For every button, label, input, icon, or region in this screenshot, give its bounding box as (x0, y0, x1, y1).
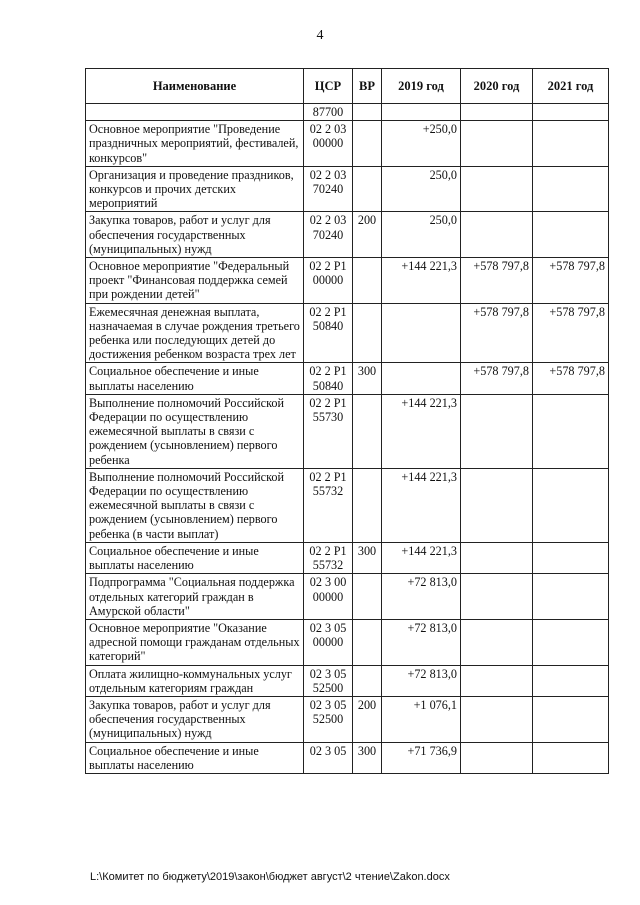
cell-csr: 02 3 05 52500 (304, 665, 353, 696)
cell-name: Социальное обеспечение и иные выплаты населению (86, 363, 304, 394)
table-row (86, 574, 609, 620)
header-csr: ЦСР (304, 69, 353, 104)
table-body (86, 104, 609, 774)
cell-2021: +578 797,8 (533, 258, 609, 304)
cell-vr (353, 468, 382, 542)
cell-2021 (533, 468, 609, 542)
cell-2021 (533, 574, 609, 620)
table-row (86, 303, 609, 363)
cell-name: Выполнение полномочий Российской Федерации по осуществлению ежемесячной выплаты в связи с рождением (усыновлением) первого ребенка (86, 394, 304, 468)
cell-name: Закупка товаров, работ и услуг для обеспечения государственных (муниципальных) нужд (86, 212, 304, 258)
cell-vr (353, 394, 382, 468)
table-row (86, 394, 609, 468)
cell-2021 (533, 696, 609, 742)
cell-2020 (461, 394, 533, 468)
cell-name: Организация и проведение праздников, конкурсов и прочих детских мероприятий (86, 166, 304, 212)
cell-name: Основное мероприятие "Федеральный проект "Финансовая поддержка семей при рождении детей" (86, 258, 304, 304)
cell-csr: 02 2 03 70240 (304, 166, 353, 212)
cell-vr (353, 303, 382, 363)
cell-2021 (533, 665, 609, 696)
table-row (86, 258, 609, 304)
cell-vr: 300 (353, 542, 382, 573)
cell-2019: +250,0 (382, 121, 461, 167)
cell-2019 (382, 303, 461, 363)
cell-vr: 200 (353, 696, 382, 742)
header-2021: 2021 год (533, 69, 609, 104)
cell-2019: +1 076,1 (382, 696, 461, 742)
cell-2019: +72 813,0 (382, 619, 461, 665)
cell-csr: 02 2 03 00000 (304, 121, 353, 167)
cell-csr: 87700 (304, 104, 353, 121)
cell-name: Выполнение полномочий Российской Федерации по осуществлению ежемесячной выплаты в связи с рождением (усыновлением) первого ребенка (в части выплат) (86, 468, 304, 542)
cell-vr (353, 665, 382, 696)
cell-2019: 250,0 (382, 166, 461, 212)
cell-name: Закупка товаров, работ и услуг для обеспечения государственных (муниципальных) нужд (86, 696, 304, 742)
cell-csr: 02 2 P1 55732 (304, 542, 353, 573)
cell-2021 (533, 619, 609, 665)
cell-2020 (461, 696, 533, 742)
table-row (86, 696, 609, 742)
cell-2019: +144 221,3 (382, 542, 461, 573)
cell-2020: +578 797,8 (461, 258, 533, 304)
cell-2020 (461, 104, 533, 121)
table-row (86, 104, 609, 121)
cell-2021 (533, 542, 609, 573)
cell-2019: +144 221,3 (382, 258, 461, 304)
header-2020: 2020 год (461, 69, 533, 104)
cell-2019: +72 813,0 (382, 574, 461, 620)
cell-2020: +578 797,8 (461, 363, 533, 394)
cell-2021 (533, 742, 609, 773)
cell-name: Подпрограмма "Социальная поддержка отдельных категорий граждан в Амурской области" (86, 574, 304, 620)
table-row (86, 619, 609, 665)
cell-2021: +578 797,8 (533, 303, 609, 363)
cell-2020 (461, 742, 533, 773)
cell-2019: +71 736,9 (382, 742, 461, 773)
cell-2020 (461, 574, 533, 620)
table-row (86, 542, 609, 573)
table-row (86, 468, 609, 542)
cell-name: Ежемесячная денежная выплата, назначаемая в случае рождения третьего ребенка или последующих детей до достижения ребенком возраста трех лет (86, 303, 304, 363)
cell-2021 (533, 104, 609, 121)
cell-vr (353, 258, 382, 304)
cell-2019 (382, 363, 461, 394)
cell-name: Оплата жилищно-коммунальных услуг отдельным категориям граждан (86, 665, 304, 696)
cell-2021: +578 797,8 (533, 363, 609, 394)
cell-2021 (533, 166, 609, 212)
cell-vr (353, 166, 382, 212)
cell-vr (353, 574, 382, 620)
cell-2019 (382, 104, 461, 121)
table-header-row (86, 69, 609, 104)
table-row (86, 166, 609, 212)
cell-2020 (461, 542, 533, 573)
cell-2019: +72 813,0 (382, 665, 461, 696)
cell-csr: 02 2 03 70240 (304, 212, 353, 258)
cell-csr: 02 3 05 00000 (304, 619, 353, 665)
cell-2020 (461, 166, 533, 212)
cell-2020 (461, 619, 533, 665)
cell-vr: 300 (353, 742, 382, 773)
cell-csr: 02 2 P1 55730 (304, 394, 353, 468)
cell-2019: +144 221,3 (382, 468, 461, 542)
file-path-footer: L:\Комитет по бюджету\2019\закон\бюджет август\2 чтение\Zakon.docx (90, 871, 450, 883)
budget-table (85, 68, 609, 774)
cell-vr (353, 104, 382, 121)
table-row (86, 121, 609, 167)
cell-name: Основное мероприятие "Проведение праздничных мероприятий, фестивалей, конкурсов" (86, 121, 304, 167)
cell-2021 (533, 121, 609, 167)
cell-name (86, 104, 304, 121)
cell-vr (353, 121, 382, 167)
table-row (86, 742, 609, 773)
cell-csr: 02 3 05 (304, 742, 353, 773)
cell-2020 (461, 121, 533, 167)
cell-2019: 250,0 (382, 212, 461, 258)
cell-csr: 02 2 P1 00000 (304, 258, 353, 304)
header-vr: ВР (353, 69, 382, 104)
cell-2020 (461, 468, 533, 542)
cell-csr: 02 3 05 52500 (304, 696, 353, 742)
header-2019: 2019 год (382, 69, 461, 104)
cell-2020 (461, 665, 533, 696)
header-name: Наименование (86, 69, 304, 104)
cell-csr: 02 3 00 00000 (304, 574, 353, 620)
cell-name: Социальное обеспечение и иные выплаты населению (86, 542, 304, 573)
cell-csr: 02 2 P1 55732 (304, 468, 353, 542)
cell-name: Основное мероприятие "Оказание адресной помощи гражданам отдельных категорий" (86, 619, 304, 665)
cell-vr (353, 619, 382, 665)
cell-2021 (533, 394, 609, 468)
cell-2020 (461, 212, 533, 258)
cell-vr: 200 (353, 212, 382, 258)
page-number: 4 (316, 28, 324, 43)
cell-csr: 02 2 P1 50840 (304, 303, 353, 363)
cell-csr: 02 2 P1 50840 (304, 363, 353, 394)
table-row (86, 212, 609, 258)
cell-vr: 300 (353, 363, 382, 394)
cell-2021 (533, 212, 609, 258)
table-row (86, 665, 609, 696)
table-row (86, 363, 609, 394)
cell-2020: +578 797,8 (461, 303, 533, 363)
cell-name: Социальное обеспечение и иные выплаты населению (86, 742, 304, 773)
cell-2019: +144 221,3 (382, 394, 461, 468)
